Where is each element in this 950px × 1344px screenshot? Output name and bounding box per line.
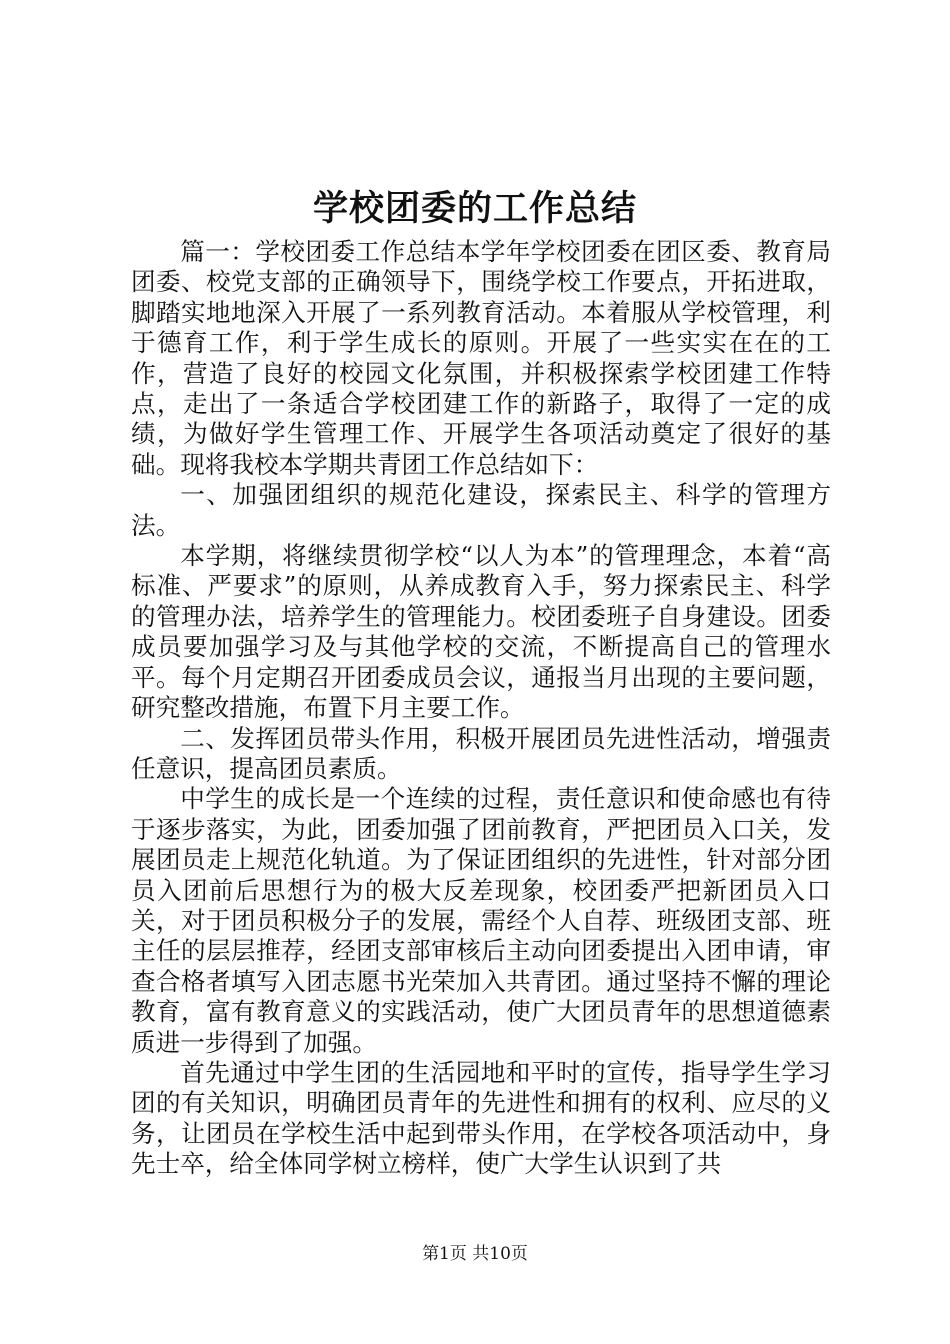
document-title: 学校团委的工作总结	[312, 188, 637, 229]
page-number-footer: 第1页 共10页	[422, 1244, 528, 1264]
paragraph: 中学生的成长是一个连续的过程，责任意识和使命感也有待于逐步落实，为此，团委加强了团前教育，严把团员入口关，发展团员走上规范化轨道。为了保证团组织的先进性，针对部分团员入团前后思想行为的极大反差现象，校团委严把新团员入口关，对于团员积极分子的发展，需经个人自荐、班级团支部、班主任的层层推荐，经团支部审核后主动向团委提出入团申请，审查合格者填写入团志愿书光荣加入共青团。通过坚持不懈的理论教育，富有教育意义的实践活动，使广大团员青年的思想道德素质进一步得到了加强。	[131, 784, 831, 1057]
paragraph: 本学期，将继续贯彻学校“以人为本”的管理理念，本着“高标准、严要求”的原则，从养成教育入手，努力探索民主、科学的管理办法，培养学生的管理能力。校团委班子自身建设。团委成员要加强学习及与其他学校的交流，不断提高自己的管理水平。每个月定期召开团委成员会议，通报当月出现的主要问题，研究整改措施，布置下月主要工作。	[131, 541, 831, 723]
section-heading: 一、加强团组织的规范化建设，探索民主、科学的管理方法。	[131, 480, 831, 540]
paragraph: 首先通过中学生团的生活园地和平时的宣传，指导学生学习团的有关知识，明确团员青年的先进性和拥有的权利、应尽的义务，让团员在学校生活中起到带头作用，在学校各项活动中，身先士卒，给全体同学树立榜样，使广大学生认识到了共	[131, 1057, 831, 1179]
document-body	[131, 237, 831, 1180]
section-heading: 二、发挥团员带头作用，积极开展团员先进性活动，增强责任意识，提高团员素质。	[131, 723, 831, 783]
paragraph: 篇一：学校团委工作总结本学年学校团委在团区委、教育局团委、校党支部的正确领导下，围绕学校工作要点，开拓进取，脚踏实地地深入开展了一系列教育活动。本着服从学校管理，利于德育工作，利于学生成长的原则。开展了一些实实在在的工作，营造了良好的校园文化氛围，并积极探索学校团建工作特点，走出了一条适合学校团建工作的新路子，取得了一定的成绩，为做好学生管理工作、开展学生各项活动奠定了很好的基础。现将我校本学期共青团工作总结如下：	[131, 237, 831, 479]
